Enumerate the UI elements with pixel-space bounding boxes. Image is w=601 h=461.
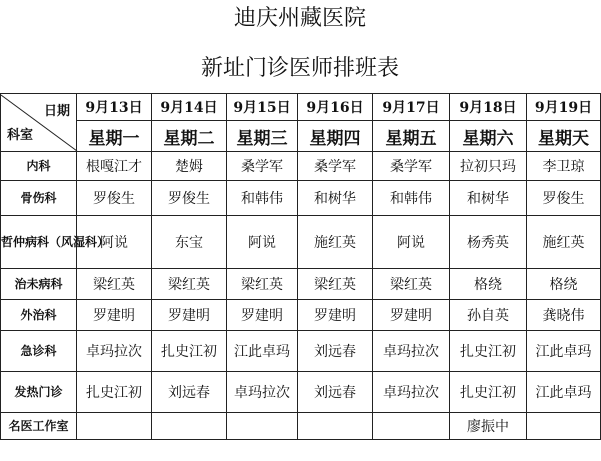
doctor-cell: 廖振中 <box>450 413 527 440</box>
doctor-cell: 阿说 <box>373 216 450 269</box>
doctor-cell: 梁红英 <box>227 269 298 300</box>
doctor-cell: 江此卓玛 <box>527 331 601 372</box>
table-row <box>1 331 601 372</box>
doctor-cell: 扎史江初 <box>77 372 152 413</box>
department-cell: 外治科 <box>1 300 77 331</box>
doctor-cell: 和韩伟 <box>373 181 450 216</box>
doctor-cell: 李卫琼 <box>527 152 601 181</box>
weekday-cell: 星期四 <box>298 121 373 152</box>
doctor-cell <box>373 413 450 440</box>
department-cell: 名医工作室 <box>1 413 77 440</box>
doctor-cell: 罗建明 <box>77 300 152 331</box>
doctor-cell: 江此卓玛 <box>227 331 298 372</box>
date-row <box>1 94 601 121</box>
date-cell: 9月19日 <box>527 94 601 121</box>
corner-header-cell <box>1 94 77 152</box>
doctor-cell: 卓玛拉次 <box>227 372 298 413</box>
date-cell: 9月17日 <box>373 94 450 121</box>
doctor-cell: 施红英 <box>527 216 601 269</box>
doctor-cell: 桑学军 <box>298 152 373 181</box>
department-cell: 治未病科 <box>1 269 77 300</box>
table-row <box>1 269 601 300</box>
doctor-cell: 梁红英 <box>373 269 450 300</box>
doctor-cell: 罗建明 <box>152 300 227 331</box>
department-cell: 急诊科 <box>1 331 77 372</box>
doctor-cell: 桑学军 <box>373 152 450 181</box>
table-row <box>1 413 601 440</box>
doctor-cell: 阿说 <box>227 216 298 269</box>
weekday-cell: 星期二 <box>152 121 227 152</box>
doctor-cell <box>227 413 298 440</box>
doctor-cell: 卓玛拉次 <box>77 331 152 372</box>
department-cell: 内科 <box>1 152 77 181</box>
doctor-cell: 和树华 <box>450 181 527 216</box>
date-cell: 9月13日 <box>77 94 152 121</box>
doctor-cell: 阿说 <box>77 216 152 269</box>
doctor-cell: 格绕 <box>450 269 527 300</box>
doctor-cell: 桑学军 <box>227 152 298 181</box>
doctor-cell: 罗俊生 <box>527 181 601 216</box>
doctor-cell: 孙自英 <box>450 300 527 331</box>
doctor-cell: 施红英 <box>298 216 373 269</box>
table-row <box>1 300 601 331</box>
doctor-cell <box>152 413 227 440</box>
schedule-title: 新址门诊医师排班表 <box>200 56 399 81</box>
doctor-cell: 龚晓伟 <box>527 300 601 331</box>
weekday-row <box>1 121 601 152</box>
doctor-cell: 梁红英 <box>77 269 152 300</box>
date-cell: 9月14日 <box>152 94 227 121</box>
doctor-cell: 和韩伟 <box>227 181 298 216</box>
hospital-name: 迪庆州藏医院 <box>233 6 366 31</box>
doctor-cell: 梁红英 <box>152 269 227 300</box>
doctor-cell: 刘远春 <box>298 372 373 413</box>
doctor-cell: 罗建明 <box>298 300 373 331</box>
weekday-cell: 星期天 <box>527 121 601 152</box>
doctor-cell: 扎史江初 <box>450 372 527 413</box>
doctor-cell: 刘远春 <box>298 331 373 372</box>
doctor-cell: 刘远春 <box>152 372 227 413</box>
doctor-cell <box>527 413 601 440</box>
doctor-cell: 楚姆 <box>152 152 227 181</box>
department-cell: 骨伤科 <box>1 181 77 216</box>
doctor-cell: 罗建明 <box>373 300 450 331</box>
doctor-cell: 卓玛拉次 <box>373 372 450 413</box>
weekday-cell: 星期五 <box>373 121 450 152</box>
doctor-cell: 江此卓玛 <box>527 372 601 413</box>
doctor-cell: 罗建明 <box>227 300 298 331</box>
doctor-cell <box>77 413 152 440</box>
doctor-cell: 扎史江初 <box>450 331 527 372</box>
table-row <box>1 216 601 269</box>
schedule-table <box>0 93 601 440</box>
doctor-cell: 罗俊生 <box>77 181 152 216</box>
doctor-cell <box>298 413 373 440</box>
doctor-cell: 罗俊生 <box>152 181 227 216</box>
department-cell: 发热门诊 <box>1 372 77 413</box>
date-cell: 9月18日 <box>450 94 527 121</box>
doctor-cell: 和树华 <box>298 181 373 216</box>
corner-dept-label: 科室 <box>7 127 34 143</box>
date-cell: 9月15日 <box>227 94 298 121</box>
doctor-cell: 梁红英 <box>298 269 373 300</box>
corner-date-label: 日期 <box>43 103 70 119</box>
weekday-cell: 星期三 <box>227 121 298 152</box>
doctor-cell: 卓玛拉次 <box>373 331 450 372</box>
table-row <box>1 152 601 181</box>
doctor-cell: 根嘎江才 <box>77 152 152 181</box>
weekday-cell: 星期六 <box>450 121 527 152</box>
doctor-cell: 拉初只玛 <box>450 152 527 181</box>
doctor-cell: 东宝 <box>152 216 227 269</box>
doctor-cell: 杨秀英 <box>450 216 527 269</box>
table-row <box>1 181 601 216</box>
date-cell: 9月16日 <box>298 94 373 121</box>
table-row <box>1 372 601 413</box>
doctor-cell: 扎史江初 <box>152 331 227 372</box>
department-cell: 哲仲病科（风湿科） <box>1 216 77 269</box>
weekday-cell: 星期一 <box>77 121 152 152</box>
doctor-cell: 格绕 <box>527 269 601 300</box>
